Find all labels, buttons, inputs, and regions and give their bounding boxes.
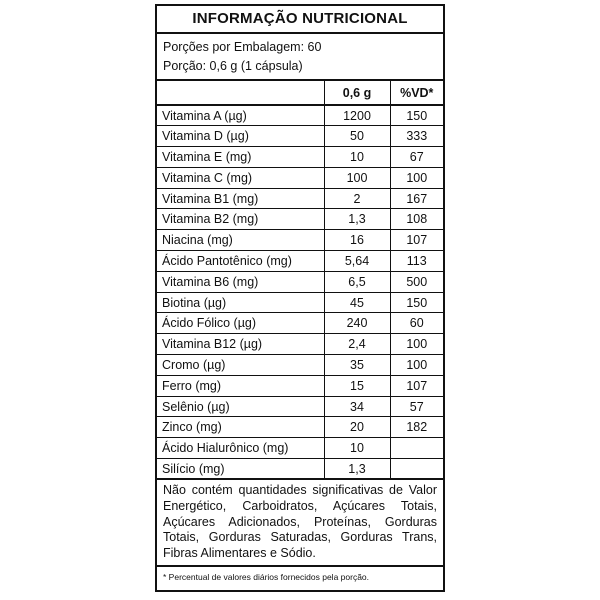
nutrient-amount: 1200 [324,105,390,126]
nutrient-dv: 150 [390,292,443,313]
nutrient-amount: 6,5 [324,271,390,292]
nutrient-amount: 16 [324,230,390,251]
nutrient-name: Selênio (µg) [157,396,324,417]
table-row [157,251,443,272]
table-row [157,417,443,438]
nutrient-dv: 107 [390,230,443,251]
table-row [157,147,443,168]
nutrient-dv: 108 [390,209,443,230]
table-row [157,292,443,313]
nutrient-amount: 10 [324,438,390,459]
nutrient-name: Cromo (µg) [157,355,324,376]
header-dv: %VD* [390,81,443,105]
nutrient-name: Ferro (mg) [157,375,324,396]
table-row [157,209,443,230]
table-row [157,126,443,147]
nutrient-amount: 100 [324,167,390,188]
nutrient-amount: 2 [324,188,390,209]
dv-footnote: * Percentual de valores diários fornecidos pela porção. [163,572,370,583]
nutrient-dv [390,459,443,480]
nutrient-name: Vitamina B1 (mg) [157,188,324,209]
serving-info [157,34,443,81]
label-title: INFORMAÇÃO NUTRICIONAL [157,6,443,34]
nutrition-facts-label [155,4,445,592]
nutrient-amount: 1,3 [324,209,390,230]
nutrient-amount: 34 [324,396,390,417]
nutrient-amount: 35 [324,355,390,376]
nutrient-name: Niacina (mg) [157,230,324,251]
nutrient-dv: 113 [390,251,443,272]
table-row [157,230,443,251]
nutrient-name: Vitamina B12 (µg) [157,334,324,355]
header-name [157,81,324,105]
nutrient-dv: 57 [390,396,443,417]
table-row [157,375,443,396]
table-row [157,355,443,376]
nutrient-amount: 20 [324,417,390,438]
nutrient-name: Zinco (mg) [157,417,324,438]
nutrient-amount: 240 [324,313,390,334]
table-row [157,105,443,126]
nutrient-dv: 167 [390,188,443,209]
table-header-row [157,81,443,105]
nutrient-dv: 67 [390,147,443,168]
table-row [157,459,443,480]
nutrient-amount: 1,3 [324,459,390,480]
nutrient-dv: 150 [390,105,443,126]
nutrient-dv: 100 [390,334,443,355]
table-row [157,334,443,355]
nutrient-amount: 45 [324,292,390,313]
header-amount: 0,6 g [324,81,390,105]
table-row [157,438,443,459]
servings-per-package: Porções por Embalagem: 60 [163,40,322,54]
nutrient-name: Silício (mg) [157,459,324,480]
nutrient-amount: 50 [324,126,390,147]
nutrient-amount: 10 [324,147,390,168]
nutrient-dv: 60 [390,313,443,334]
table-row [157,396,443,417]
nutrient-amount: 15 [324,375,390,396]
nutrient-dv: 333 [390,126,443,147]
nutrient-dv: 100 [390,355,443,376]
table-row [157,313,443,334]
nutrient-dv: 107 [390,375,443,396]
nutrient-name: Ácido Fólico (µg) [157,313,324,334]
nutrient-dv: 500 [390,271,443,292]
nutrient-dv [390,438,443,459]
nutrient-name: Vitamina E (mg) [157,147,324,168]
table-row [157,188,443,209]
nutrient-name: Vitamina C (mg) [157,167,324,188]
nutrient-amount: 2,4 [324,334,390,355]
not-significant-note: Não contém quantidades significativas de Valor Energético, Carboidratos, Açúcares Totais, Açúcares Adicionados, Proteínas, Gorduras Totais, Gorduras Saturadas, Gorduras Trans, Fibras Alimentares e Sódio. [157,480,443,567]
nutrient-name: Ácido Hialurônico (mg) [157,438,324,459]
nutrient-amount: 5,64 [324,251,390,272]
nutrient-dv: 182 [390,417,443,438]
nutrient-name: Vitamina B6 (mg) [157,271,324,292]
nutrient-name: Vitamina A (µg) [157,105,324,126]
table-row [157,271,443,292]
nutrient-name: Biotina (µg) [157,292,324,313]
nutrient-name: Ácido Pantotênico (mg) [157,251,324,272]
nutrient-name: Vitamina D (µg) [157,126,324,147]
serving-size: Porção: 0,6 g (1 cápsula) [163,59,303,73]
table-row [157,167,443,188]
nutrient-dv: 100 [390,167,443,188]
nutrient-name: Vitamina B2 (mg) [157,209,324,230]
nutrient-table [157,81,443,480]
